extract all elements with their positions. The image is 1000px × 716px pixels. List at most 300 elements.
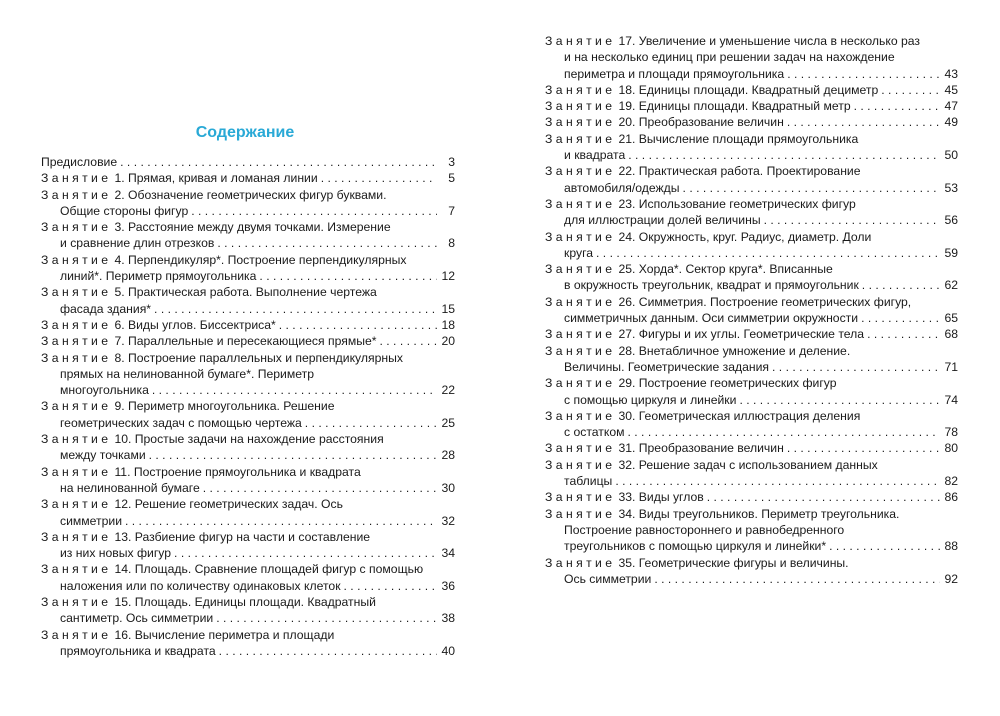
toc-entry-text — [545, 114, 784, 130]
toc-entry-title: 35. Геометрические фигуры и величины. — [618, 555, 849, 570]
toc-entry-line — [545, 473, 958, 489]
toc-entry — [545, 196, 958, 229]
dot-leader — [739, 392, 940, 408]
lesson-keyword: Занятие — [545, 99, 616, 114]
toc-entry-text — [545, 295, 911, 309]
dot-leader — [259, 268, 437, 284]
toc-entry-text — [545, 82, 878, 98]
lesson-keyword: Занятие — [545, 457, 616, 472]
toc-entry-title: 18. Единицы площади. Квадратный дециметр — [618, 82, 879, 97]
dot-leader — [305, 415, 437, 431]
toc-entry-title: 7. Параллельные и пересекающиеся прямые* — [114, 334, 377, 349]
toc-entry-line — [41, 561, 455, 577]
toc-entry-line — [41, 415, 455, 431]
toc-entry — [545, 114, 958, 130]
toc-entry-title: 23. Использование геометрических фигур — [618, 196, 856, 211]
toc-entry-text — [564, 245, 593, 261]
toc-entry-line — [41, 154, 455, 170]
dot-leader — [217, 235, 437, 251]
toc-entry-title: прямоугольника и квадрата — [60, 643, 216, 658]
toc-entry-line — [41, 610, 455, 626]
toc-entry-title: 16. Вычисление периметра и площади — [114, 627, 335, 642]
toc-entry-text — [545, 98, 851, 114]
toc-entry — [41, 529, 455, 562]
dot-leader — [881, 82, 940, 98]
toc-entry-title: для иллюстрации долей величины — [564, 213, 761, 228]
toc-entry — [41, 627, 455, 660]
toc-entry-line — [41, 317, 455, 333]
dot-leader — [219, 643, 437, 659]
dot-leader — [152, 382, 437, 398]
dot-leader — [279, 317, 437, 333]
toc-entry — [545, 326, 958, 342]
toc-entry-line — [545, 294, 958, 310]
dot-leader — [120, 154, 437, 170]
toc-entry-title: 13. Разбиение фигур на части и составление — [114, 529, 371, 544]
lesson-keyword: Занятие — [41, 497, 112, 512]
dot-leader — [344, 578, 437, 594]
toc-entry-title: из них новых фигур — [60, 546, 172, 561]
toc-entry-line — [545, 555, 958, 571]
toc-entry-text — [564, 392, 736, 408]
toc-entry-title: Общие стороны фигур — [60, 203, 189, 218]
toc-page-number: 18 — [441, 317, 455, 332]
toc-entry-line — [545, 326, 958, 342]
toc-entry-title: 30. Геометрическая иллюстрация деления — [618, 408, 861, 423]
lesson-keyword: Занятие — [41, 627, 112, 642]
toc-page-number: 49 — [944, 115, 958, 130]
toc-page-number: 62 — [944, 278, 958, 293]
toc-entry-text — [41, 530, 370, 544]
toc-entry-line — [545, 212, 958, 228]
lesson-keyword: Занятие — [545, 343, 616, 358]
toc-entry-title: 29. Построение геометрических фигур — [618, 376, 837, 391]
toc-column-right — [545, 33, 958, 587]
dot-leader — [125, 513, 437, 529]
page-title: Содержание — [195, 124, 295, 141]
toc-entry-text — [545, 197, 856, 211]
toc-page-number: 22 — [441, 383, 455, 398]
toc-page-number: 86 — [944, 490, 958, 505]
toc-entry-text — [41, 333, 377, 349]
dot-leader — [764, 212, 940, 228]
toc-entry-line — [545, 408, 958, 424]
toc-entry-title: 3. Расстояние между двумя точками. Измерение — [114, 220, 391, 235]
toc-page-number: 74 — [944, 392, 958, 407]
toc-entry-title: геометрических задач с помощью чертежа — [60, 415, 302, 430]
lesson-keyword: Занятие — [545, 441, 616, 456]
toc-entry-line — [545, 163, 958, 179]
toc-entry-line — [41, 284, 455, 300]
toc-entry-line — [41, 529, 455, 545]
toc-entry-title: наложения или по количеству одинаковых клеток — [60, 578, 341, 593]
lesson-keyword: Занятие — [41, 464, 112, 479]
toc-entry-text — [545, 556, 849, 570]
toc-entry-title: 20. Преобразование величин — [618, 115, 784, 130]
dot-leader — [203, 480, 437, 496]
toc-entry — [545, 131, 958, 164]
toc-page-number: 71 — [944, 359, 958, 374]
toc-entry-title: треугольников с помощью циркуля и линейки* — [564, 539, 827, 554]
toc-entry-title: 31. Преобразование величин — [618, 441, 784, 456]
lesson-keyword: Занятие — [41, 334, 112, 349]
toc-page-number: 12 — [441, 269, 455, 284]
toc-entry-text — [545, 230, 871, 244]
lesson-keyword: Занятие — [41, 595, 112, 610]
toc-entry-line — [545, 245, 958, 261]
toc-entry — [41, 219, 455, 252]
toc-entry-line — [41, 431, 455, 447]
toc-entry-text — [564, 66, 784, 82]
toc-entry-title: 4. Перпендикуляр*. Построение перпендикулярных — [114, 252, 407, 267]
toc-entry-text — [41, 154, 117, 170]
toc-entry — [41, 431, 455, 464]
dot-leader — [149, 447, 437, 463]
toc-page-number: 53 — [944, 180, 958, 195]
dot-leader — [772, 359, 940, 375]
dot-leader — [683, 180, 940, 196]
toc-entry-title: симметрии — [60, 513, 123, 528]
toc-entry-title: с остатком — [564, 425, 625, 440]
toc-entry-line — [41, 187, 455, 203]
toc-entry — [545, 98, 958, 114]
toc-entry-title: и на несколько единиц при решении задач на нахождение — [564, 50, 895, 65]
toc-entry-line — [41, 350, 455, 366]
toc-entry — [545, 506, 958, 555]
toc-entry-title: сантиметр. Ось симметрии — [60, 611, 214, 626]
lesson-keyword: Занятие — [545, 164, 616, 179]
toc-entry-title: Величины. Геометрические задания — [564, 359, 770, 374]
lesson-keyword: Занятие — [545, 327, 616, 342]
toc-page-number: 20 — [441, 334, 455, 349]
toc-page-number: 47 — [944, 99, 958, 114]
toc-entry-text — [60, 301, 151, 317]
toc-entry — [545, 294, 958, 327]
toc-entry-text — [564, 424, 625, 440]
lesson-keyword: Занятие — [41, 317, 112, 332]
toc-entry-text — [564, 571, 651, 587]
toc-entry-title: 27. Фигуры и их углы. Геометрические тела — [618, 327, 865, 342]
toc-entry-text — [60, 268, 256, 284]
toc-entry-line — [545, 343, 958, 359]
toc-entry-text — [60, 203, 188, 219]
toc-entry-line — [545, 489, 958, 505]
toc-entry-line — [545, 147, 958, 163]
toc-entry-line — [545, 66, 958, 82]
toc-entry — [545, 33, 958, 82]
toc-entry-title: 8. Построение параллельных и перпендикулярных — [114, 350, 403, 365]
toc-entry-text — [545, 376, 837, 390]
toc-entry-text — [545, 34, 920, 48]
toc-entry-text — [545, 440, 784, 456]
toc-entry-line — [41, 219, 455, 235]
toc-entry-text — [41, 628, 334, 642]
dot-leader — [628, 147, 940, 163]
toc-page-number: 40 — [441, 643, 455, 658]
toc-entry — [41, 333, 455, 349]
toc-page-number: 15 — [441, 301, 455, 316]
toc-entry-text — [545, 507, 899, 521]
toc-entry-title: и квадрата — [564, 148, 626, 163]
toc-entry-text — [545, 132, 858, 146]
toc-entry-title: 19. Единицы площади. Квадратный метр — [618, 99, 851, 114]
toc-entry-title: 2. Обозначение геометрических фигур буквами. — [114, 187, 387, 202]
dot-leader — [174, 545, 437, 561]
dot-leader — [707, 489, 940, 505]
toc-entry-text — [60, 578, 341, 594]
toc-entry-line — [41, 333, 455, 349]
toc-entry-line — [545, 506, 958, 522]
toc-entry-title: Построение равностороннего и равнобедренного — [564, 522, 845, 537]
toc-entry-line — [41, 480, 455, 496]
toc-entry-text — [60, 643, 216, 659]
toc-entry-text — [60, 415, 302, 431]
dot-leader — [787, 440, 940, 456]
lesson-keyword: Занятие — [41, 399, 112, 414]
toc-entry-text — [545, 458, 878, 472]
toc-entry-line — [41, 545, 455, 561]
toc-entry-title: периметра и площади прямоугольника — [564, 66, 785, 81]
toc-entry-line — [41, 382, 455, 398]
lesson-keyword: Занятие — [545, 229, 616, 244]
toc-entry-title: с помощью циркуля и линейки — [564, 392, 737, 407]
toc-entry — [41, 154, 455, 170]
toc-entry — [545, 163, 958, 196]
toc-entry-title: 1. Прямая, кривая и ломаная линии — [114, 171, 318, 186]
toc-entry-title: фасада здания* — [60, 301, 152, 316]
toc-entry-line — [41, 496, 455, 512]
toc-entry-text — [564, 359, 769, 375]
lesson-keyword: Занятие — [545, 131, 616, 146]
lesson-keyword: Занятие — [545, 506, 616, 521]
toc-entry-line — [545, 131, 958, 147]
toc-entry-title: 21. Вычисление площади прямоугольника — [618, 131, 859, 146]
toc-entry-line — [545, 522, 958, 538]
lesson-keyword: Занятие — [41, 432, 112, 447]
lesson-keyword: Занятие — [545, 196, 616, 211]
toc-entry-text — [60, 367, 314, 381]
toc-page-number: 78 — [944, 425, 958, 440]
toc-entry-text — [41, 465, 361, 479]
dot-leader — [596, 245, 940, 261]
dot-leader — [628, 424, 940, 440]
toc-entry-text — [545, 326, 864, 342]
toc-entry-line — [41, 170, 455, 186]
toc-entry — [545, 555, 958, 588]
toc-entry-line — [41, 447, 455, 463]
toc-page-number: 28 — [441, 448, 455, 463]
toc-entry-text — [41, 170, 318, 186]
dot-leader — [154, 301, 437, 317]
toc-page-number: 25 — [441, 415, 455, 430]
toc-page-number: 45 — [944, 82, 958, 97]
lesson-keyword: Занятие — [41, 220, 112, 235]
toc-column-left — [41, 154, 455, 659]
toc-entry-text — [41, 253, 406, 267]
toc-entry-text — [564, 473, 612, 489]
toc-entry-text — [545, 409, 860, 423]
toc-entry-line — [41, 643, 455, 659]
toc-entry — [545, 440, 958, 456]
toc-entry-line — [545, 196, 958, 212]
toc-entry-title: таблицы — [564, 474, 613, 489]
toc-page-number: 7 — [448, 203, 455, 218]
toc-entry-text — [41, 188, 386, 202]
toc-entry-line — [41, 513, 455, 529]
toc-entry-title: 25. Хорда*. Сектор круга*. Вписанные — [618, 262, 833, 277]
toc-page-number: 38 — [441, 611, 455, 626]
toc-page-number: 34 — [441, 546, 455, 561]
dot-leader — [615, 473, 940, 489]
toc-entry-line — [545, 33, 958, 49]
toc-entry-line — [545, 82, 958, 98]
toc-entry — [545, 261, 958, 294]
lesson-keyword: Занятие — [41, 285, 112, 300]
toc-entry-text — [41, 317, 276, 333]
toc-page-number: 65 — [944, 311, 958, 326]
toc-entry-line — [41, 268, 455, 284]
toc-entry — [41, 350, 455, 399]
toc-page-number: 68 — [944, 327, 958, 342]
toc-entry-line — [545, 538, 958, 554]
toc-entry-title: Предисловие — [41, 155, 118, 169]
toc-entry-line — [41, 235, 455, 251]
toc-entry — [41, 398, 455, 431]
lesson-keyword: Занятие — [545, 262, 616, 277]
toc-entry-title: в окружность треугольник, квадрат и прямоугольник — [564, 278, 859, 293]
toc-entry-title: 11. Построение прямоугольника и квадрата — [114, 464, 361, 479]
toc-entry-line — [545, 229, 958, 245]
toc-entry-title: 34. Виды треугольников. Периметр треугольника. — [618, 506, 900, 521]
toc-entry-text — [60, 545, 171, 561]
toc-entry-title: 28. Внетабличное умножение и деление. — [618, 343, 851, 358]
lesson-keyword: Занятие — [545, 294, 616, 309]
dot-leader — [216, 610, 437, 626]
toc-entry-title: автомобиля/одежды — [564, 180, 680, 195]
toc-entry-title: прямых на нелинованной бумаге*. Периметр — [60, 366, 314, 381]
toc-page-number: 8 — [448, 236, 455, 251]
toc-entry — [41, 464, 455, 497]
toc-entry-text — [41, 220, 391, 234]
toc-entry — [545, 489, 958, 505]
toc-entry-text — [545, 489, 704, 505]
toc-entry-text — [564, 310, 858, 326]
toc-entry-text — [60, 610, 213, 626]
toc-entry-line — [41, 464, 455, 480]
lesson-keyword: Занятие — [41, 252, 112, 267]
toc-entry-line — [41, 627, 455, 643]
lesson-keyword: Занятие — [545, 376, 616, 391]
toc-entry-title: 22. Практическая работа. Проектирование — [618, 164, 861, 179]
toc-entry-title: 6. Виды углов. Биссектриса* — [114, 317, 276, 332]
toc-entry-title: 32. Решение задач с использованием данных — [618, 457, 878, 472]
toc-entry-line — [545, 571, 958, 587]
toc-entry-text — [545, 164, 861, 178]
toc-entry-title: 33. Виды углов — [618, 490, 704, 505]
toc-entry-line — [545, 457, 958, 473]
toc-entry-line — [545, 359, 958, 375]
toc-entry-line — [545, 440, 958, 456]
toc-entry-line — [545, 114, 958, 130]
lesson-keyword: Занятие — [545, 34, 616, 48]
dot-leader — [829, 538, 940, 554]
toc-entry-line — [545, 424, 958, 440]
toc-entry-title: между точками — [60, 448, 146, 463]
toc-entry-text — [564, 180, 680, 196]
lesson-keyword: Занятие — [41, 171, 112, 186]
toc-page-number: 88 — [944, 539, 958, 554]
dot-leader — [861, 310, 940, 326]
dot-leader — [787, 114, 940, 130]
lesson-keyword: Занятие — [545, 115, 616, 130]
toc-entry-title: 9. Периметр многоугольника. Решение — [114, 399, 335, 414]
dot-leader — [380, 333, 437, 349]
dot-leader — [787, 66, 940, 82]
toc-page-number: 92 — [944, 571, 958, 586]
dot-leader — [862, 277, 940, 293]
toc-page-number: 36 — [441, 578, 455, 593]
toc-entry-line — [41, 366, 455, 382]
toc-entry — [545, 82, 958, 98]
toc-entry — [545, 457, 958, 490]
dot-leader — [854, 98, 940, 114]
toc-entry-text — [60, 382, 149, 398]
toc-entry-line — [41, 398, 455, 414]
toc-entry-text — [41, 497, 343, 511]
toc-entry-text — [564, 523, 844, 537]
toc-entry-title: круга — [564, 245, 594, 260]
toc-page-number: 5 — [448, 171, 455, 186]
toc-entry-line — [545, 310, 958, 326]
toc-entry — [41, 561, 455, 594]
toc-entry-line — [545, 392, 958, 408]
toc-page-number: 56 — [944, 213, 958, 228]
toc-entry-text — [545, 344, 850, 358]
lesson-keyword: Занятие — [545, 555, 616, 570]
toc-entry-text — [60, 480, 200, 496]
toc-entry-line — [545, 98, 958, 114]
toc-entry-line — [545, 261, 958, 277]
toc-entry — [545, 375, 958, 408]
toc-entry — [545, 229, 958, 262]
toc-entry — [41, 594, 455, 627]
dot-leader — [654, 571, 940, 587]
toc-entry-line — [545, 375, 958, 391]
toc-entry-text — [41, 285, 377, 299]
toc-entry-line — [41, 203, 455, 219]
toc-entry-text — [41, 562, 423, 576]
toc-entry-text — [564, 147, 625, 163]
toc-entry-line — [545, 277, 958, 293]
toc-entry-text — [564, 50, 895, 64]
lesson-keyword: Занятие — [545, 82, 616, 97]
toc-entry — [41, 252, 455, 285]
toc-entry-text — [564, 538, 826, 554]
toc-entry-text — [41, 595, 376, 609]
toc-page-number: 30 — [441, 480, 455, 495]
toc-entry-line — [41, 301, 455, 317]
toc-entry-title: Ось симметрии — [564, 571, 652, 586]
toc-page-number: 59 — [944, 245, 958, 260]
toc-entry-text — [545, 262, 833, 276]
toc-entry-text — [60, 447, 146, 463]
toc-entry-text — [60, 513, 122, 529]
toc-entry-title: 14. Площадь. Сравнение площадей фигур с помощью — [114, 562, 424, 577]
toc-entry — [41, 170, 455, 186]
toc-entry-title: и сравнение длин отрезков — [60, 236, 215, 251]
toc-entry-text — [60, 235, 214, 251]
toc-page-number: 32 — [441, 513, 455, 528]
